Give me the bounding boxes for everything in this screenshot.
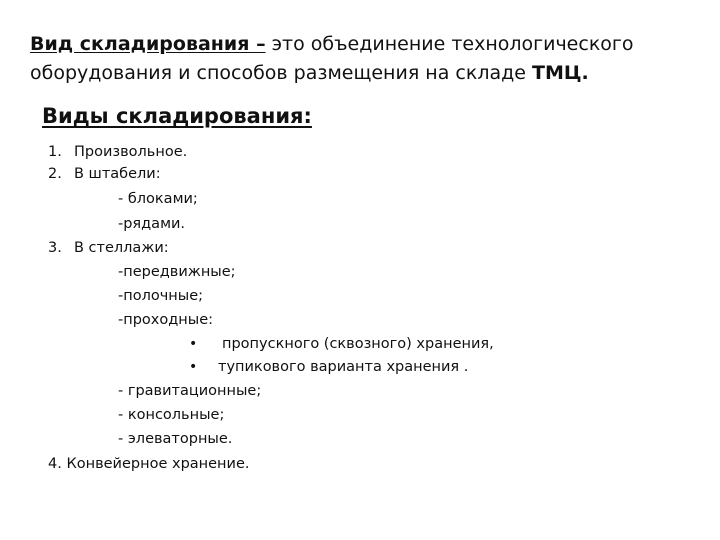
list-item-2-number: 2. <box>48 166 62 182</box>
list-item-3-sub-4: - гравитационные; <box>118 383 262 399</box>
list-item-1-number: 1. <box>48 144 62 160</box>
list-item-3-sub-3: -проходные: <box>118 312 214 328</box>
bullet-item-1-text: пропускного (сквозного) хранения, <box>222 336 494 352</box>
list-item-3-number: 3. <box>48 240 62 256</box>
list-item-3-sub-5: - консольные; <box>118 407 225 423</box>
list-item-2-sub-2: -рядами. <box>118 216 186 232</box>
list-item-2-sub-1: - блоками; <box>118 191 198 207</box>
list-item-3-text: В стеллажи: <box>74 240 169 256</box>
list-item-3-sub-1: -передвижные; <box>118 264 236 280</box>
list-item-4-text: 4. Конвейерное хранение. <box>48 456 250 472</box>
section-heading: Виды складирования: <box>42 104 312 128</box>
list-item-2-text: В штабели: <box>74 166 161 182</box>
definition-dash: – <box>256 33 266 55</box>
bullet-item-2-text: тупикового варианта хранения . <box>218 359 469 375</box>
definition-text: это объединение технологического оборудования и способов размещения на складе <box>30 33 634 84</box>
list-item-3-sub-2: -полочные; <box>118 288 204 304</box>
definition-term: Вид складирования <box>30 33 257 55</box>
list-item-3-sub-6: - элеваторные. <box>118 431 233 447</box>
bullet-icon: • <box>189 359 198 375</box>
definition-tail: ТМЦ. <box>531 62 589 84</box>
definition-paragraph <box>30 30 690 88</box>
bullet-icon: • <box>189 336 198 352</box>
list-item-1-text: Произвольное. <box>74 144 188 160</box>
